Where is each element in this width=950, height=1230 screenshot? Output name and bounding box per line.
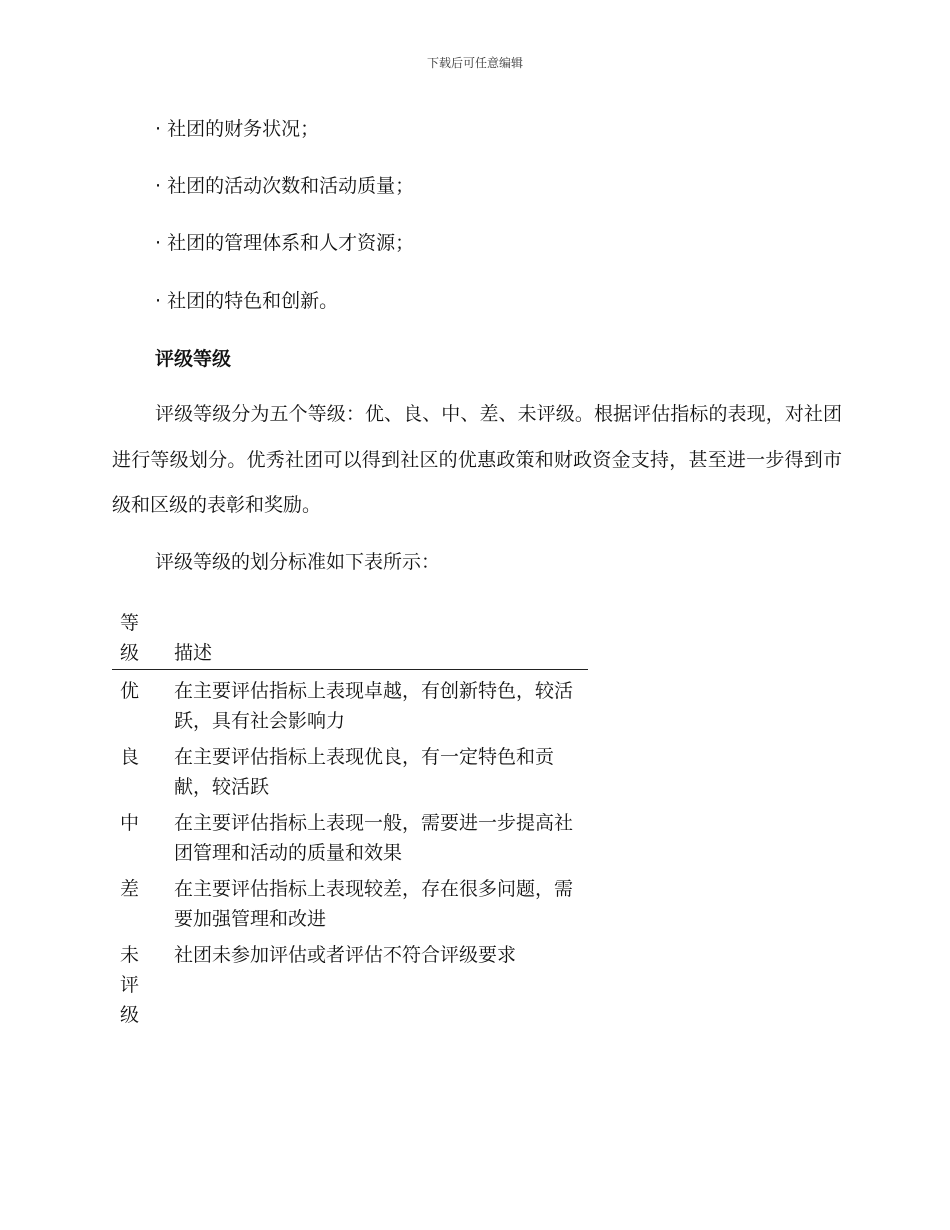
grade-cell: 中: [120, 812, 140, 834]
table-intro-paragraph: 评级等级的划分标准如下表所示：: [155, 551, 441, 573]
grade-cell: 优: [120, 680, 140, 702]
table-header-row: [112, 608, 588, 670]
description-cell: 社团未参加评估或者评估不符合评级要求: [174, 944, 517, 966]
page-header-note: 下载后可任意编辑: [426, 56, 523, 70]
grade-cell: 良: [120, 746, 140, 768]
header-grade: 等级: [120, 612, 140, 664]
bullet-item-management: · 社团的管理体系和人才资源；: [155, 232, 415, 254]
grade-cell: 未评级: [120, 944, 140, 1026]
bullet-item-activities: · 社团的活动次数和活动质量；: [155, 175, 415, 197]
grade-cell: 差: [120, 878, 140, 900]
header-description: 描述: [174, 642, 213, 664]
bullet-item-finance: · 社团的财务状况；: [155, 118, 320, 140]
rating-table: [112, 608, 588, 1030]
description-cell: 在主要评估指标上表现一般，需要进一步提高社团管理和活动的质量和效果: [174, 812, 574, 864]
description-cell: 在主要评估指标上表现卓越，有创新特色，较活跃，具有社会影响力: [174, 680, 574, 732]
description-cell: 在主要评估指标上表现较差，存在很多问题，需要加强管理和改进: [174, 878, 574, 930]
section-heading: 评级等级: [155, 348, 232, 370]
bullet-item-innovation: · 社团的特色和创新。: [155, 290, 339, 312]
table-row: [112, 868, 588, 934]
table-row: [112, 670, 588, 737]
description-cell: 在主要评估指标上表现优良，有一定特色和贡献，较活跃: [174, 746, 555, 798]
table-row: [112, 802, 588, 868]
table-row: [112, 934, 588, 1030]
table-row: [112, 736, 588, 802]
rating-description-paragraph: 评级等级分为五个等级：优、良、中、差、未评级。根据评估指标的表现，对社团进行等级划分。优秀社团可以得到社区的优惠政策和财政资金支持，甚至进一步得到市级和区级的表彰和奖励。: [112, 403, 842, 516]
